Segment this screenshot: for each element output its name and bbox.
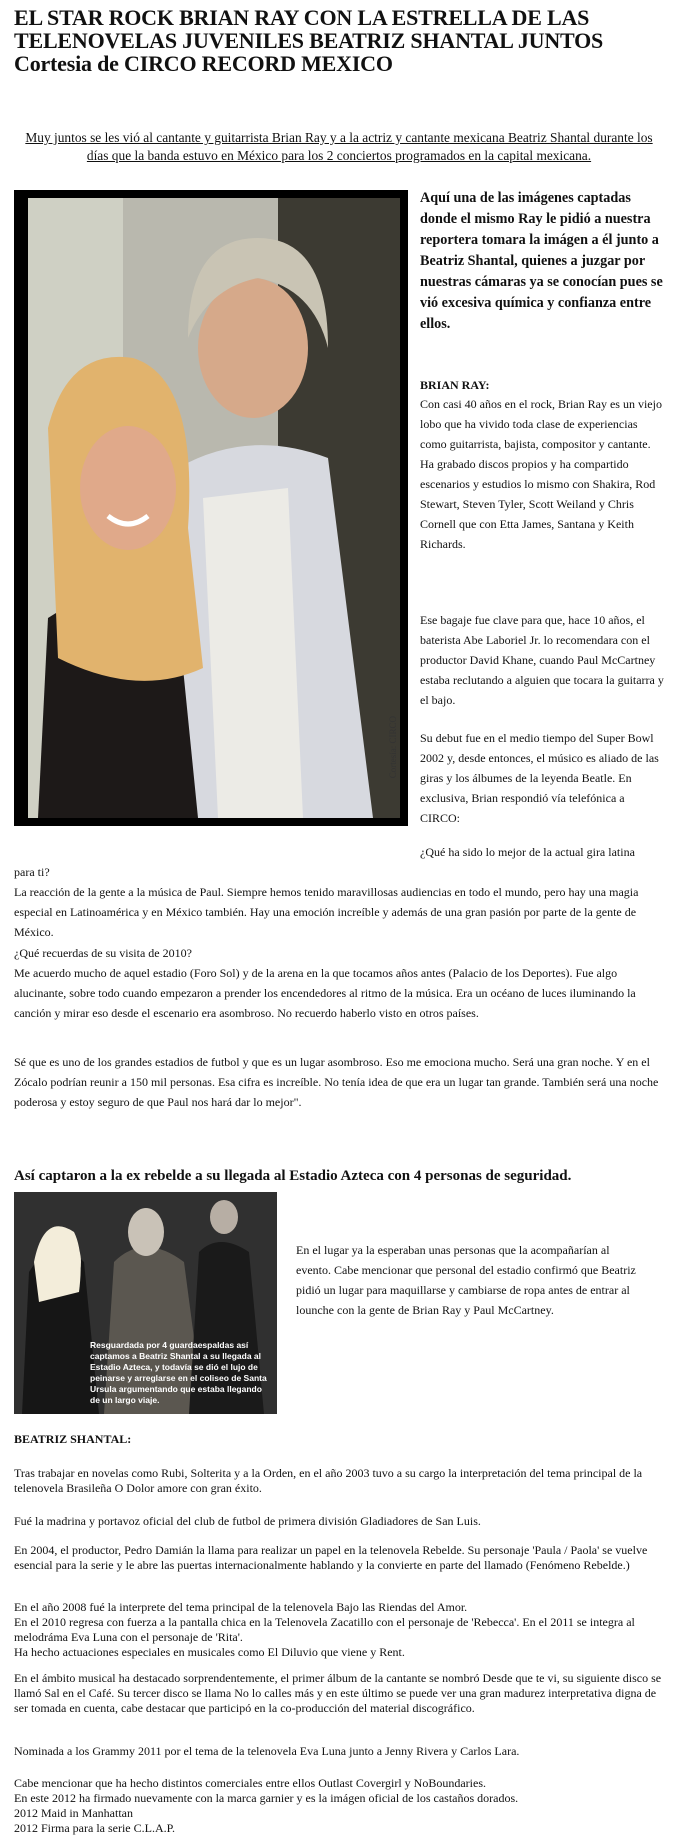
answer-3: Sé que es uno de los grandes estadios de futbol y que es un lugar asombroso. Eso me emociona mucho. Será una gran noche. Y en el Zócalo podrían reunir a 150 mil personas. Esa cifra es increíble. No tenía idea de que era un lugar tan grande. También será una noche poderosa y estoy seguro de que Paul nos hará dar lo mejor". [14,1055,659,1109]
arrival-paragraph: En el lugar ya la esperaban unas personas que la acompañarían al evento. Cabe mencionar que personal del estadio confirmó que Beatriz pidió un lugar para maquillarse y cambiarse de ropa antes de entrar al lounche con la gente de Brian Ray y Paul McCartney. [296,1243,636,1317]
beatriz-paragraph-4b: En el 2010 regresa con fuerza a la pantalla chica en la Telenovela Zacatillo con el personaje de 'Rebecca'. En el 2011 se integra al melodráma Eva Luna con el personaje de 'Rita'. [14,1615,635,1644]
photo-illustration [28,198,400,818]
beatriz-paragraph-7c: 2012 Maid in Manhattan [14,1806,133,1820]
intro-paragraph: Muy juntos se les vió al cantante y guitarrista Brian Ray y a la actriz y cantante mexicana Beatriz Shantal durante los días que la banda estuvo en México para los 2 conciertos programados en la capital mexicana. [25,130,653,163]
beatriz-paragraph-4c: Ha hecho actuaciones especiales en musicales como El Diluvio que viene y Rent. [14,1645,405,1659]
beatriz-shantal-heading: BEATRIZ SHANTAL: [14,1432,132,1446]
beatriz-paragraph-7b: En este 2012 ha firmado nuevamente con la marca garnier y es la imágen oficial de los castaños dorados. [14,1791,519,1805]
beatriz-paragraph-2: Fué la madrina y portavoz oficial del club de futbol de primera división Gladiadores de San Luis. [14,1514,481,1528]
section-title-arrival: Así captaron a la ex rebelde a su llegada al Estadio Azteca con 4 personas de seguridad. [14,1168,572,1184]
question-2: ¿Qué recuerdas de su visita de 2010? [14,946,192,960]
page-title: EL STAR ROCK BRIAN RAY CON LA ESTRELLA DE LAS TELENOVELAS JUVENILES BEATRIZ SHANTAL JUNTOS Cortesia de CIRCO RECORD MEXICO [14,5,604,76]
beatriz-paragraph-1: Tras trabajar en novelas como Rubi, Solterita y a la Orden, en el año 2003 tuvo a su cargo la interpretación del tema principal de la telenovela Brasileña O Dolor amore con gran éxito. [14,1466,643,1495]
answer-2: Me acuerdo mucho de aquel estadio (Foro Sol) y de la arena en la que tocamos años antes (Palacio de los Deportes). Fue algo alucinante, sobre todo cuando empezaron a prender los encendedores al ritmo de la música. Era un océano de luces iluminando la canción y mirar eso desde el escenario era asombroso. No recuerdo haberlo visto en otros países. [14,966,636,1020]
beatriz-paragraph-7d: 2012 Firma para la serie C.L.A.P. [14,1821,175,1835]
beatriz-paragraph-5: En el ámbito musical ha destacado sorprendentemente, el primer álbum de la cantante se nombró Desde que te vi, su siguiente disco se llamó Sal en el Café. Su tercer disco se llama No lo calles más y en este último se puede ver una gran madurez interpretativa digna de ser tomada en cuenta, cabe destacar que participó en la co-producción del material discográfico. [14,1671,662,1715]
brian-paragraph-2: Ese bagaje fue clave para que, hace 10 años, el baterista Abe Laboriel Jr. lo recomendara con el productor David Khane, cuando Paul McCartney estaba reclutando a alguien que tocara la guitarra y el bajo. [420,613,664,707]
photo-caption: Resguardada por 4 guardaespaldas así captamos a Beatriz Shantal a su llegada al Estadio Azteca, y todavía se dió el lujo de peinarse y arreglarse en el coliseo de Santa Ursula argumentando que estaba llegando de un largo viaje. [90,1340,267,1405]
photo-caption: Aquí una de las imágenes captadas donde el mismo Ray le pidió a nuestra reportera tomara la imágen a él junto a Beatriz Shantal, quienes a juzgar por nuestras cámaras ya se conocían pues se vió excesiva química y confianza entre ellos. [420,190,663,332]
beatriz-paragraph-3: En 2004, el productor, Pedro Damián la llama para realizar un papel en la telenovela Rebelde. Su personaje 'Paula / Paola' se vuelve esencial para la serie y le abre las puertas internacionalmente hablando y la convierte en parte del llamado (Fenómeno Rebelde.) [14,1543,648,1572]
beatriz-paragraph-7a: Cabe mencionar que ha hecho distintos comerciales entre ellos Outlast Covergirl y NoBoundaries. [14,1776,486,1790]
beatriz-paragraph-4a: En el año 2008 fué la interprete del tema principal de la telenovela Bajo las Riendas del Amor. [14,1600,468,1614]
photo-brian-ray-beatriz-shantal [14,190,408,826]
question-1-end: para ti? [14,865,50,879]
question-1-start: ¿Qué ha sido lo mejor de la actual gira latina [420,845,635,859]
brian-paragraph-3: Su debut fue en el medio tiempo del Super Bowl 2002 y, desde entonces, el músico es aliado de las giras y los álbumes de la leyenda Beatle. En exclusiva, Brian respondió vía telefónica a CIRCO: [420,731,659,825]
brian-ray-heading: BRIAN RAY: [420,378,490,392]
answer-1: La reacción de la gente a la música de Paul. Siempre hemos tenido maravillosas audiencias en todo el mundo, pero hay una magia especial en Latinoamérica y en México también. Hay una emoción increíble y además de una gran pasión por parte de la gente de México. [14,885,639,939]
photo-arrival-estadio-azteca [14,1192,277,1414]
photo-credit: Cortesía: CIRCO [388,715,398,778]
beatriz-paragraph-6: Nominada a los Grammy 2011 por el tema de la telenovela Eva Luna junto a Jenny Rivera y Carlos Lara. [14,1744,520,1758]
brian-paragraph-1: Con casi 40 años en el rock, Brian Ray es un viejo lobo que ha vivido toda clase de experiencias como guitarrista, bajista, compositor y cantante. Ha grabado discos propios y ha compartido escenarios y estudios lo mismo con Shakira, Rod Stewart, Steven Tyler, Scott Weiland y Chris Cornell que con Etta James, Santana y Keith Richards. [420,397,662,551]
